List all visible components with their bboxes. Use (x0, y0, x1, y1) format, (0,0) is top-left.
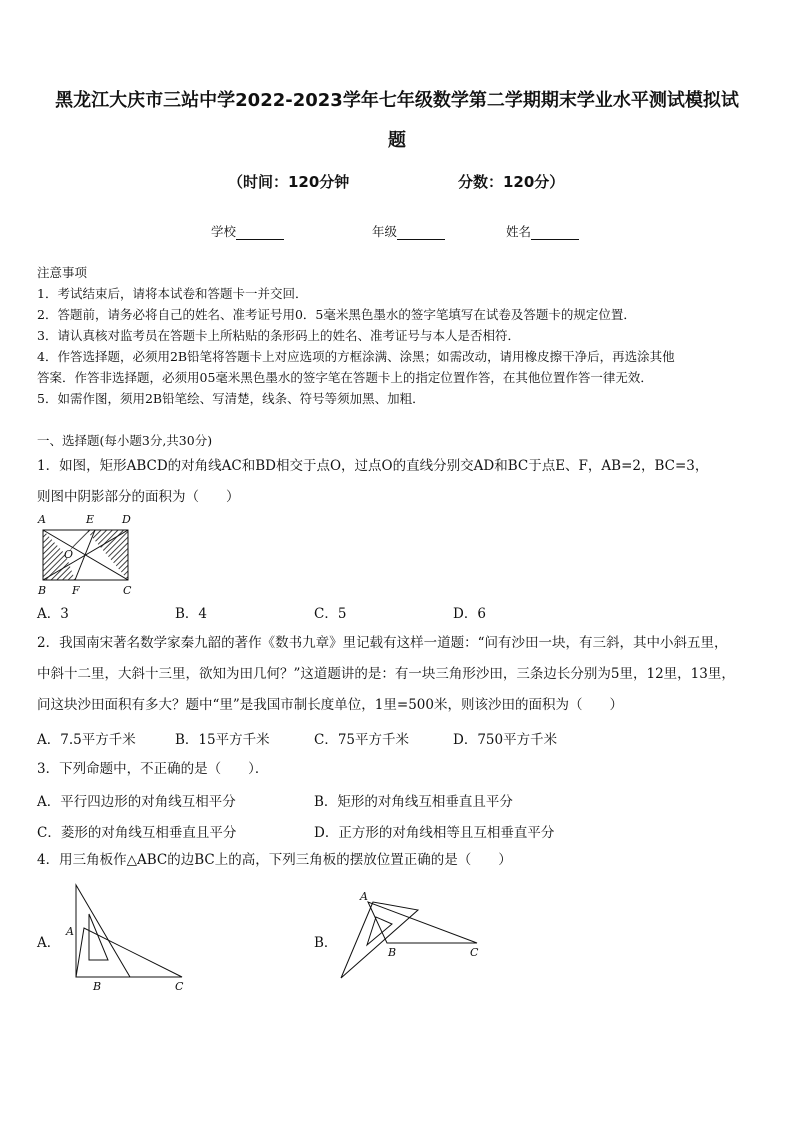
q1-line1: 1．如图，矩形ABCD的对角线AC和BD相交于点O，过点O的直线分别交AD和BC于点E、F，AB=2，BC=3， (37, 458, 709, 474)
q3-option-b[interactable]: B．矩形的对角线互相垂直且平分 (314, 794, 513, 810)
question-4 (37, 845, 762, 876)
school-label: 学校 (211, 224, 237, 239)
q1-option-c[interactable]: C．5 (314, 606, 347, 622)
note-item: 1．考试结束后，请将本试卷和答题卡一并交回． (37, 286, 308, 301)
name-underline (531, 227, 579, 240)
triangle-abc (368, 902, 477, 943)
q1-options (37, 602, 757, 622)
q3-line1: 3．下列命题中，不正确的是（ ）． (37, 761, 269, 777)
q3-options-row1 (37, 790, 757, 810)
fig-b-label-a: A (360, 890, 368, 903)
q2-option-b[interactable]: B．15平方千米 (175, 732, 270, 748)
exam-time: （时间：120分钟 (228, 173, 350, 191)
note-item: 5．如需作图，须用2B铅笔绘、写清楚，线条、符号等须加黑、加粗． (37, 391, 425, 406)
q1-line2: 则图中阴影部分的面积为（ ） (37, 489, 240, 505)
school-field[interactable] (211, 222, 284, 240)
q1-option-b[interactable]: B．4 (175, 606, 208, 622)
page-title-line1: 黑龙江大庆市三站中学2022-2023学年七年级数学第二学期期末学业水平测试模拟试 (55, 90, 739, 111)
label-a: A (38, 513, 46, 526)
q2-option-a[interactable]: A．7.5平方千米 (37, 732, 136, 748)
q3-option-d[interactable]: D．正方形的对角线相等且互相垂直平分 (314, 825, 555, 841)
q3-option-a[interactable]: A．平行四边形的对角线互相平分 (37, 794, 236, 810)
fig-b-label-c: C (470, 946, 479, 959)
q3-options-row2 (37, 821, 757, 841)
q4-line1: 4．用三角板作△ABC的边BC上的高，下列三角板的摆放位置正确的是（ ） (37, 852, 512, 868)
grade-field[interactable] (372, 222, 445, 240)
q3-option-c[interactable]: C．菱形的对角线互相垂直且平分 (37, 825, 237, 841)
fig-a-label-a: A (66, 925, 74, 938)
label-o: O (64, 548, 74, 561)
q2-line2: 中斜十二里，大斜十三里，欲知为田几何？”这道题讲的是：有一块三角形沙田，三条边长分别为5里，12里，13里， (37, 666, 735, 682)
label-d: D (122, 513, 131, 526)
q4-option-a[interactable]: A． (37, 935, 61, 951)
label-f: F (72, 584, 80, 597)
note-item: 4．作答选择题，必须用2B铅笔将答题卡上对应选项的方框涂满、涂黑；如需改动，请用橡皮擦干净后，再选涂其他 (37, 349, 675, 364)
set-square-outer (341, 902, 418, 978)
label-b: B (38, 584, 47, 597)
name-field[interactable] (506, 222, 579, 240)
notes-heading: 注意事项 (37, 265, 88, 280)
note-item: 2．答题前，请务必将自己的姓名、准考证号用0．5毫米黑色墨水的签字笔填写在试卷及答题卡的规定位置． (37, 307, 636, 322)
page-title-line2: 题 (388, 130, 406, 151)
set-square-inner (367, 917, 392, 945)
q4-option-b[interactable]: B． (314, 935, 338, 951)
section-heading: 一、选择题(每小题3分,共30分) (37, 433, 213, 448)
question-1 (37, 451, 762, 513)
exam-score: 分数：120分） (458, 173, 565, 191)
fig-a-label-b: B (93, 980, 102, 993)
question-2 (37, 628, 762, 721)
grade-label: 年级 (372, 224, 398, 239)
q2-line3: 问这块沙田面积有多大？题中“里”是我国市制长度单位，1里=500米，则该沙田的面积为（ ） (37, 697, 623, 713)
grade-underline (397, 227, 445, 240)
fig-a-label-c: C (175, 980, 184, 993)
q2-options (37, 728, 757, 748)
notes-block (37, 262, 757, 409)
label-c: C (123, 584, 132, 597)
q2-line1: 2．我国南宋著名数学家秦九韶的著作《数书九章》里记载有这样一道题：“问有沙田一块，有三斜，其中小斜五里， (37, 635, 728, 651)
note-item: 3．请认真核对监考员在答题卡上所粘贴的条形码上的姓名、准考证号与本人是否相符． (37, 328, 520, 343)
q4-figure-b (330, 890, 490, 985)
name-label: 姓名 (506, 224, 532, 239)
q1-option-a[interactable]: A．3 (37, 606, 69, 622)
q1-rectangle-figure (30, 510, 150, 602)
note-item: 答案．作答非选择题，必须用05毫米黑色墨水的签字笔在答题卡上的指定位置作答，在其他位置作答一律无效． (37, 370, 653, 385)
q2-option-d[interactable]: D．750平方千米 (453, 732, 558, 748)
school-underline (236, 227, 284, 240)
fig-b-label-b: B (388, 946, 397, 959)
label-e: E (86, 513, 95, 526)
question-3 (37, 754, 762, 785)
q1-option-d[interactable]: D．6 (453, 606, 486, 622)
q2-option-c[interactable]: C．75平方千米 (314, 732, 410, 748)
